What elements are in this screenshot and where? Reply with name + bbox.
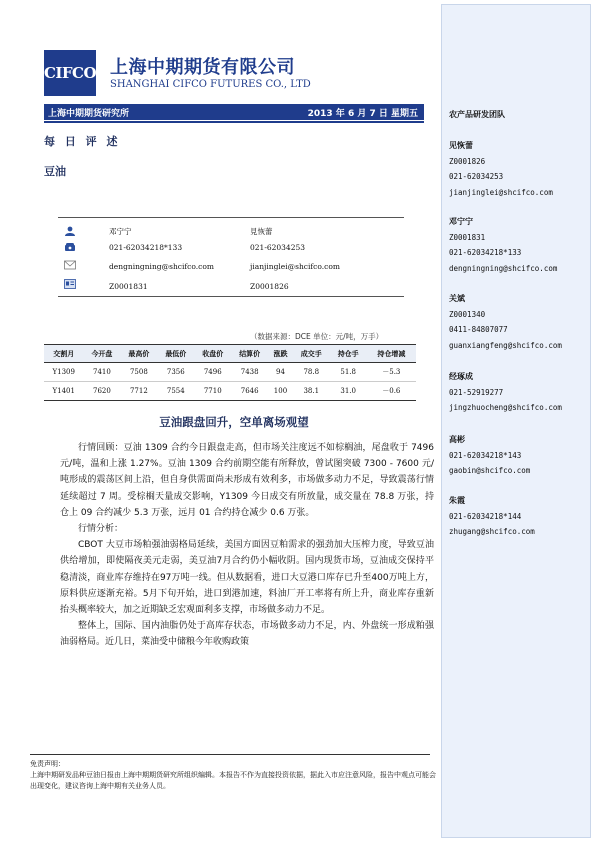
member-phone: 0411-84807077 [449, 325, 508, 334]
member-id: Z0001831 [449, 232, 486, 242]
table-cell: 7410 [83, 363, 120, 382]
column-header: 持仓手 [330, 345, 367, 363]
table-row [44, 382, 416, 401]
member-id: Z0001826 [449, 156, 486, 166]
article-headline: 豆油跟盘回升，空单离场观望 [159, 415, 309, 429]
contact1-name: 邓宁宁 [109, 227, 132, 236]
person-icon [64, 226, 76, 236]
contact-top-rule [58, 217, 404, 218]
report-date: 2013 年 6 月 7 日 星期五 [307, 108, 418, 119]
member-email[interactable]: guanxiangfeng@shcifco.com [449, 340, 562, 350]
email-icon [64, 260, 76, 270]
contact1-phone: 021-62034218*133 [109, 243, 183, 252]
member-name: 见恢蕾 [449, 141, 473, 150]
disclaimer-text: 上海中期研发品种豆油日报由上海中期期货研究所组织编辑。本报告不作为直接投资依据，据此入市应注意风险，报告中观点可能会出现变化，建议咨询上海中期有关业务人员。 [30, 771, 436, 790]
column-header: 收盘价 [194, 345, 231, 363]
price-table [44, 344, 416, 401]
column-header: 结算价 [231, 345, 268, 363]
team-member [449, 432, 530, 479]
team-member [449, 493, 535, 540]
report-header-bar [44, 104, 424, 120]
member-name: 邓宁宁 [449, 217, 473, 226]
team-title: 农产品研发团队 [449, 110, 505, 119]
analysis-heading: 行情分析： [78, 524, 124, 535]
id-card-icon [64, 279, 76, 289]
contact2-id: Z0001826 [250, 282, 289, 291]
contact2-phone: 021-62034253 [250, 243, 306, 252]
column-header: 成交手 [293, 345, 330, 363]
cifco-logo-mark: CIFCO [44, 50, 96, 96]
market-review-paragraph: 行情回顾：豆油 1309 合约今日跟盘走高，但市场关注度远不如棕榈油，尾盘收于 7496 元/吨，温和上涨 1.27%。豆油 1309 合约前期空能有所释放，曾试图突破 7300 - 7600 元/吨形成的震荡区间上沿，但自身供需面尚未形成有效利多，市场做多动力不足，导致震荡行情延续超过 7 周。受棕榈天量成交影响，Y1309 今日成交有所放量，成交量在 78.8 万张，持仓上 09 合约减少 5.3 万张，远月 01 合约持仓减少 0.6 万张。 [60, 443, 434, 518]
header-underline [44, 121, 424, 123]
table-cell: 31.0 [330, 382, 367, 401]
institute-name: 上海中期期货研究所 [48, 108, 130, 119]
table-cell: 7712 [120, 382, 157, 401]
contact1-email[interactable]: dengningning@shcifco.com [109, 262, 214, 271]
table-cell: 100 [268, 382, 293, 401]
table-cell: 7554 [157, 382, 194, 401]
table-cell: －5.3 [367, 363, 416, 382]
table-header-row [44, 345, 416, 363]
team-member [449, 291, 562, 353]
summary-paragraph: 整体上，国际、国内油脂仍处于高库存状态，市场做多动力不足，内、外盘统一形成粕强油弱格局。近几日，菜油受中储粮今年收购政策 [60, 621, 434, 648]
product-title: 豆油 [44, 165, 66, 178]
column-header: 持仓增减 [367, 345, 416, 363]
table-cell: 94 [268, 363, 293, 382]
member-phone: 021-52919277 [449, 387, 504, 397]
contact-bottom-rule [58, 296, 404, 297]
report-type: 每 日 评 述 [44, 135, 121, 148]
member-email[interactable]: gaobin@shcifco.com [449, 466, 531, 475]
contact2-name: 見恢蕾 [250, 227, 273, 236]
member-email[interactable]: zhugang@shcifco.com [449, 527, 535, 536]
member-email[interactable]: jingzhuocheng@shcifco.com [449, 403, 562, 412]
contact1-id: Z0001831 [109, 282, 148, 291]
table-cell: 7710 [194, 382, 231, 401]
table-cell: 38.1 [293, 382, 330, 401]
table-cell: 7496 [194, 363, 231, 382]
contact2-email[interactable]: jianjinglei@shcifco.com [250, 262, 340, 271]
data-source-note: （数据来源：DCE 单位：元/吨，万手） [250, 332, 384, 341]
column-header: 最低价 [157, 345, 194, 363]
member-id: Z0001340 [449, 309, 486, 319]
table-cell: Y1401 [44, 382, 83, 401]
member-name: 朱霞 [449, 496, 465, 505]
table-cell: 51.8 [330, 363, 367, 382]
table-cell: Y1309 [44, 363, 83, 382]
column-header: 最高价 [120, 345, 157, 363]
team-member [449, 369, 562, 416]
table-cell: 7646 [231, 382, 268, 401]
disclaimer-title: 免责声明： [30, 760, 65, 768]
member-email[interactable]: jianjinglei@shcifco.com [449, 187, 553, 197]
team-sidebar [441, 4, 591, 838]
table-cell: 7438 [231, 363, 268, 382]
member-name: 高彬 [449, 435, 465, 444]
table-cell: 78.8 [293, 363, 330, 382]
member-phone: 021-62034218*143 [449, 450, 522, 460]
member-email[interactable]: dengningning@shcifco.com [449, 263, 558, 273]
member-name: 关斌 [449, 294, 465, 303]
company-name-en: SHANGHAI CIFCO FUTURES CO., LTD [110, 79, 311, 90]
column-header: 交割月 [44, 345, 83, 363]
team-member [449, 138, 553, 200]
table-cell: 7620 [83, 382, 120, 401]
table-row [44, 363, 416, 382]
analysis-paragraph: CBOT 大豆市场粕强油弱格局延续，美国方面因豆粕需求的强劲加大压榨力度，导致豆油供给增加，即使隔夜美元走弱，美豆油7月合约仍小幅收阴。国内现货市场，豆油成交保持平稳清淡，商业库存维持在97万吨一线。但从数据看，进口大豆港口库存已升至400万吨上方，原料供应逐渐充裕。5月下旬开始，进口到港加速，料油厂开工率将有所上升，商业库存重新抬头概率较大，加之近期缺乏宏观面利多支撑，市场做多动力不足。 [60, 540, 434, 616]
member-name: 经琢成 [449, 372, 473, 381]
column-header: 今开盘 [83, 345, 120, 363]
member-phone: 021-62034218*133 [449, 248, 522, 257]
member-phone: 021-62034218*144 [449, 511, 522, 521]
article-body [60, 440, 434, 651]
table-cell: －0.6 [367, 382, 416, 401]
table-cell: 7356 [157, 363, 194, 382]
team-member [449, 214, 557, 276]
company-name-cn: 上海中期期货有限公司 [110, 57, 295, 78]
table-cell: 7508 [120, 363, 157, 382]
member-phone: 021-62034253 [449, 172, 504, 181]
column-header: 涨跌 [268, 345, 293, 363]
phone-icon [64, 242, 76, 252]
footer-rule [30, 754, 430, 755]
